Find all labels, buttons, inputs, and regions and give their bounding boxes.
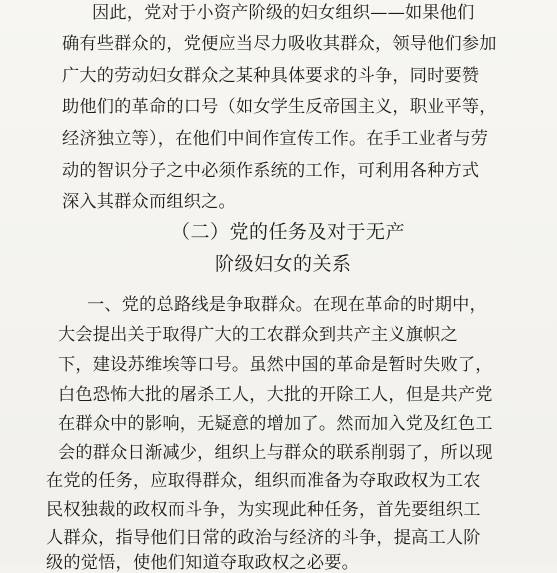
paragraph-line: 在群众中的影响，无疑意的增加了。然而加入党及红色工 [58,414,493,434]
paragraph-line: 广大的劳动妇女群众之某种具体要求的斗争，同时要赞 [62,66,480,86]
paragraph-line: 动的智识分子之中必须作系统的工作，可利用各种方式 [62,161,480,181]
paragraph-line: 经济独立等），在他们中间作宣传工作。在手工业者与劳 [62,129,489,149]
paragraph-line: 一、党的总路线是争取群众。在现在革命的时期中， [87,295,487,315]
section-heading: 阶级妇女的关系 [215,253,352,275]
paragraph-line: 级的觉悟，使他们知道夺取政权之必要。 [46,553,359,573]
paragraph-line: 大会提出关于取得广大的工农群众到共产主义旗帜之 [58,325,458,345]
paragraph-line: 确有些群众的，党便应当尽力吸收其群众，领导他们参加 [62,34,497,54]
paragraph-line: 在党的任务，应取得群众，组织而准备为夺取政权为工农 [46,471,481,491]
paragraph-line: 深入其群众而组织之。 [62,192,236,212]
paragraph-line: 助他们的革命的口号（如女学生反帝国主义，职业平等， [62,97,497,117]
paragraph-line: 民权独裁的政权而斗争，为实现此种任务，首先要组织工 [46,500,481,520]
paragraph-line: 人群众，指导他们日常的政治与经济的斗争，提高工人阶 [46,528,481,548]
paragraph-line: 下，建设苏维埃等口号。虽然中国的革命是暂时失败了， [58,355,493,375]
paragraph-line: 白色恐怖大批的屠杀工人，大批的开除工人，但是共产党 [58,385,493,405]
paragraph-line: 因此，党对于小资产阶级的妇女组织——如果他们 [92,3,475,23]
paragraph-line: 会的群众日渐减少，组织上与群众的联系削弱了，所以现 [58,443,493,463]
section-heading: （二）党的任务及对于无产 [171,221,406,243]
